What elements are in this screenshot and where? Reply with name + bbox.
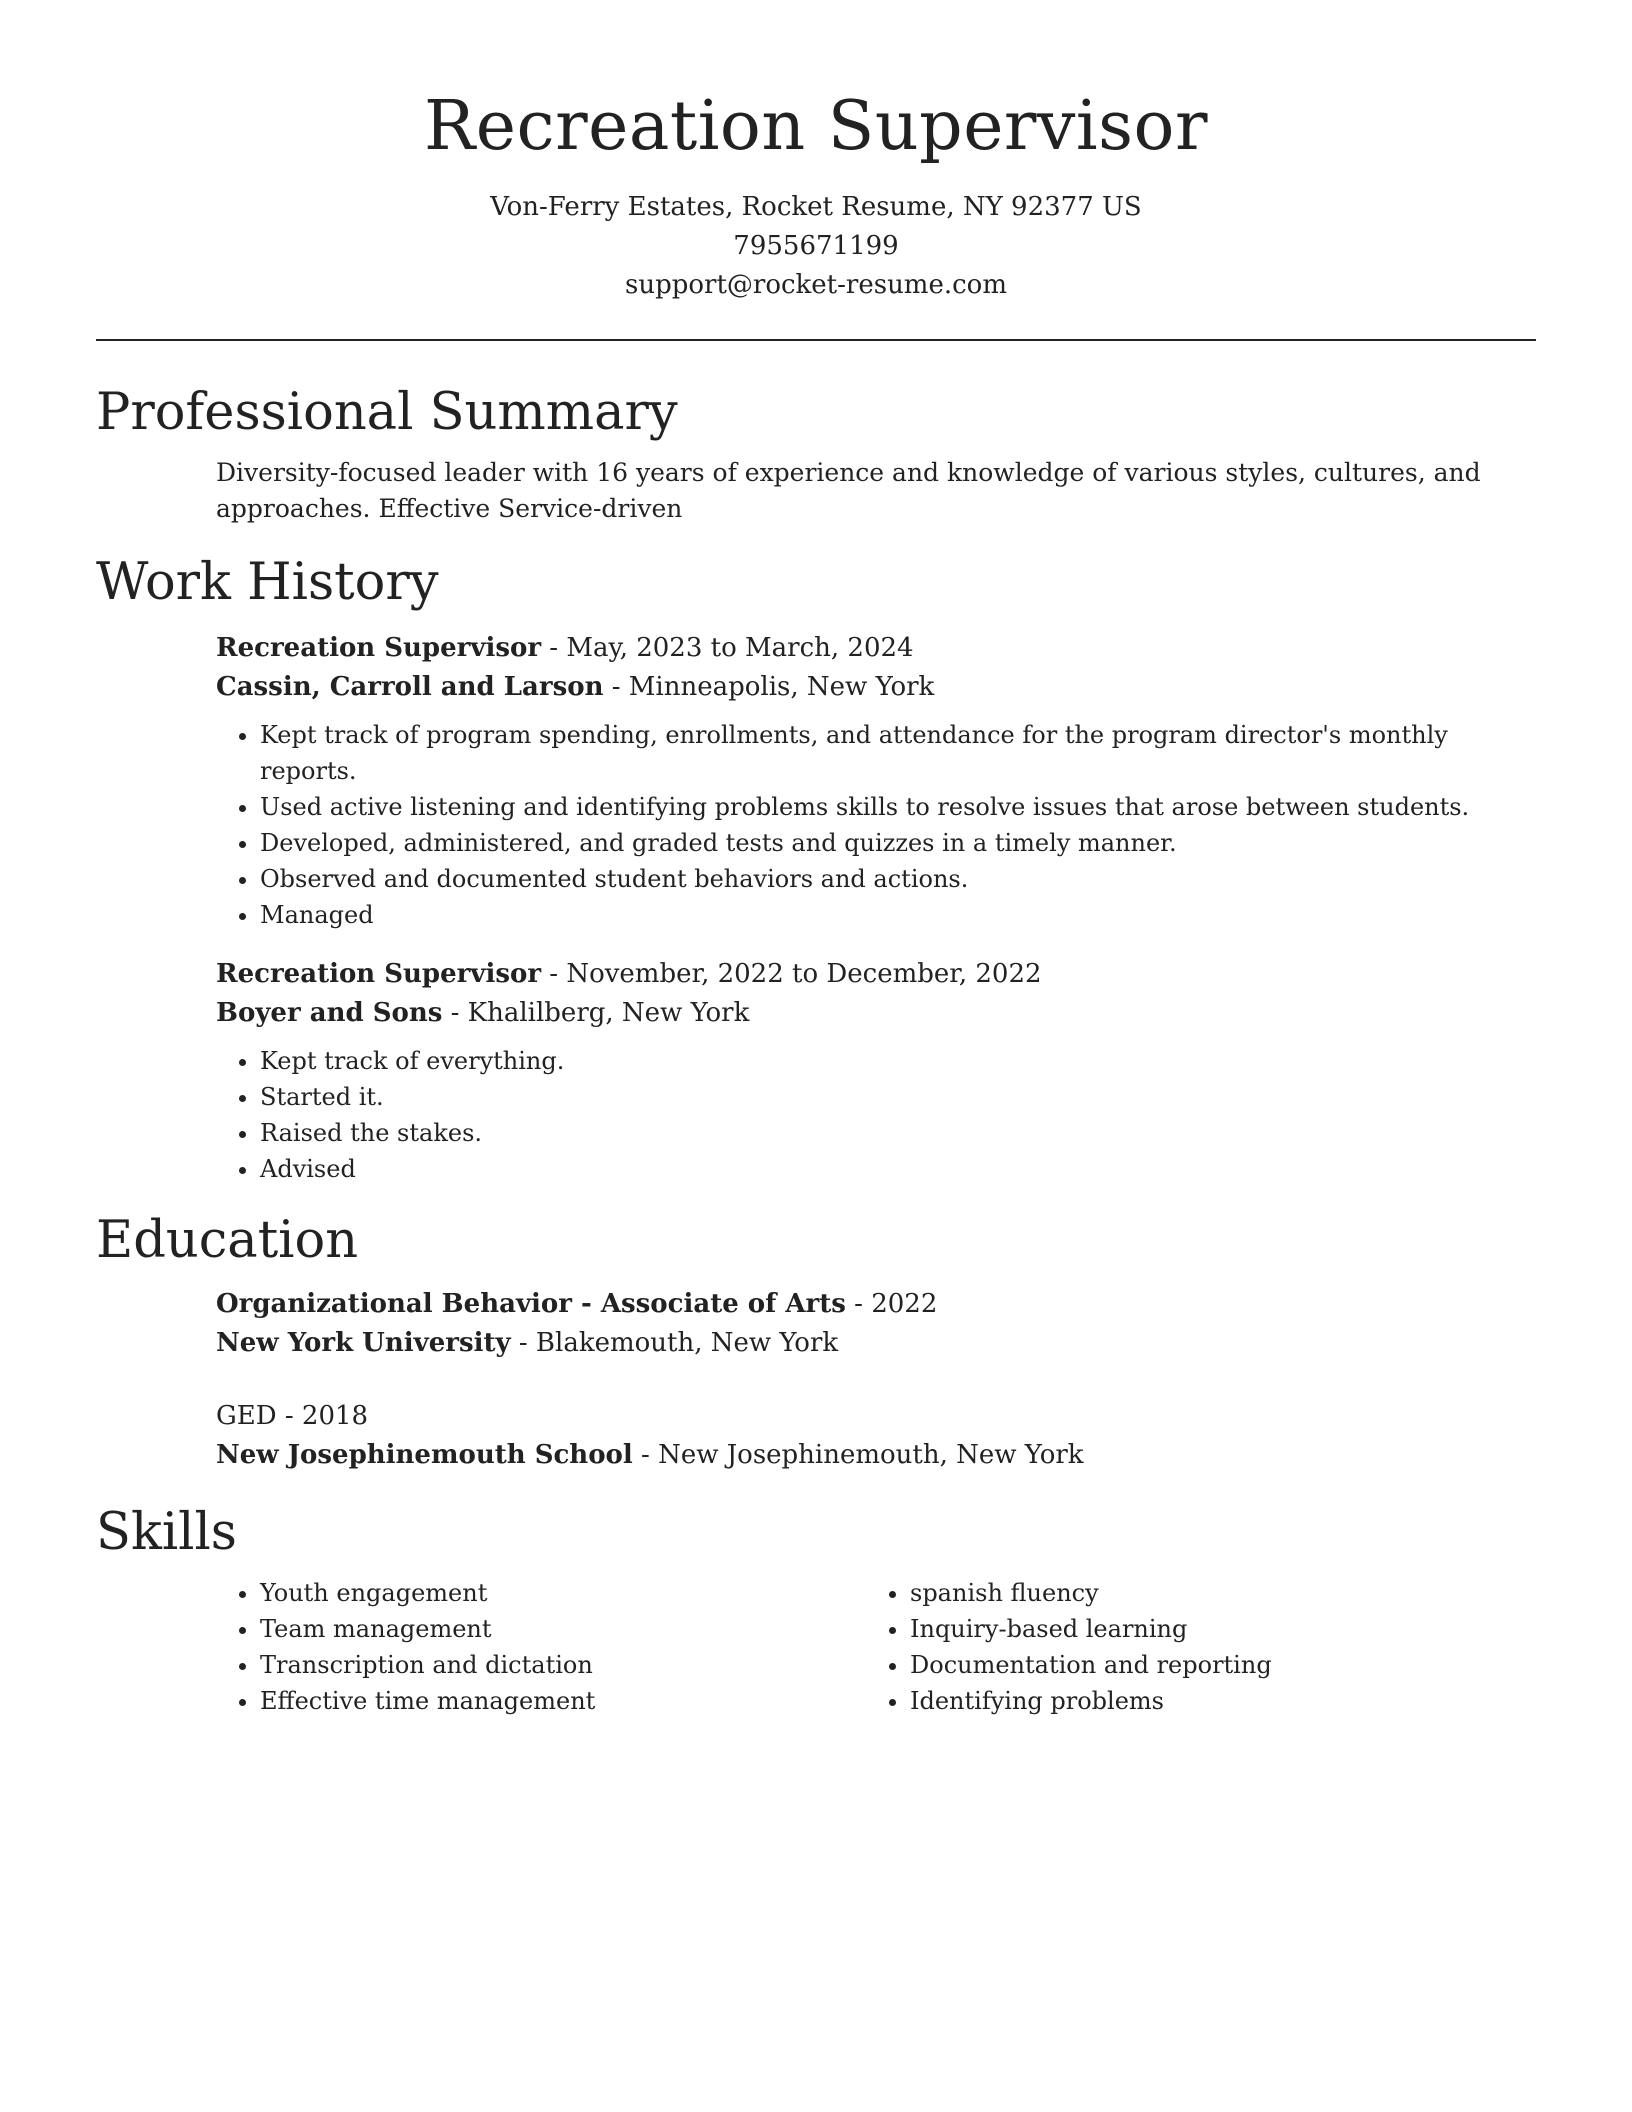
job-dates: - May, 2023 to March, 2024 xyxy=(541,633,914,663)
skill-item: • spanish fluency xyxy=(910,1575,1516,1611)
skill-item: • Transcription and dictation xyxy=(260,1647,866,1683)
job-dates: - November, 2022 to December, 2022 xyxy=(541,959,1042,989)
job-duty: • Managed xyxy=(260,897,1536,933)
job-company-line xyxy=(216,994,1536,1033)
section-title-skills: Skills xyxy=(96,1503,237,1562)
header-divider xyxy=(96,339,1536,341)
education-degree: Organizational Behavior - Associate of Arts xyxy=(216,1289,846,1319)
job-duty: • Advised xyxy=(260,1151,1536,1187)
summary-text: Diversity-focused leader with 16 years of experience and knowledge of various styles, cultures, and approaches. Effective Service-driven xyxy=(216,458,1481,523)
education-school-line xyxy=(216,1324,1536,1363)
education-degree-line xyxy=(216,1397,1536,1436)
skills xyxy=(96,1575,1536,1719)
skill-item: • Team management xyxy=(260,1611,866,1647)
skill-item: • Documentation and reporting xyxy=(910,1647,1516,1683)
job-entry xyxy=(216,629,1536,933)
education-year: - 2018 xyxy=(276,1401,369,1431)
education xyxy=(96,1285,1536,1475)
section-title-education: Education xyxy=(96,1211,359,1270)
education-year: - 2022 xyxy=(845,1289,938,1319)
skill-item: • Effective time management xyxy=(260,1683,866,1719)
job-company: Boyer and Sons xyxy=(216,998,443,1028)
job-location: - Khalilberg, New York xyxy=(442,998,750,1028)
job-company: Cassin, Carroll and Larson xyxy=(216,672,604,702)
skills-columns xyxy=(216,1575,1536,1719)
job-location: - Minneapolis, New York xyxy=(603,672,935,702)
job-duty: • Kept track of everything. xyxy=(260,1043,1536,1079)
education-location: - Blakemouth, New York xyxy=(510,1328,839,1358)
job-duties xyxy=(216,1043,1536,1187)
phone: 7955671199 xyxy=(733,231,899,261)
job-entry xyxy=(216,955,1536,1187)
skill-item: • Youth engagement xyxy=(260,1575,866,1611)
education-school-line xyxy=(216,1436,1536,1475)
skill-item: • Identifying problems xyxy=(910,1683,1516,1719)
education-location: - New Josephinemouth, New York xyxy=(632,1440,1084,1470)
section-title-summary: Professional Summary xyxy=(96,383,678,442)
skill-item: • Inquiry-based learning xyxy=(910,1611,1516,1647)
job-role-line xyxy=(216,629,1536,668)
job-duty: • Raised the stakes. xyxy=(260,1115,1536,1151)
job-company-line xyxy=(216,668,1536,707)
job-role: Recreation Supervisor xyxy=(216,633,542,663)
skills-column-left xyxy=(216,1575,866,1719)
job-duty: • Developed, administered, and graded tests and quizzes in a timely manner. xyxy=(260,825,1536,861)
job-role-line xyxy=(216,955,1536,994)
resume-header xyxy=(96,0,1536,305)
education-school: New Josephinemouth School xyxy=(216,1440,633,1470)
job-duty: • Kept track of program spending, enrollments, and attendance for the program director's monthly reports. xyxy=(260,717,1536,789)
email: support@rocket-resume.com xyxy=(624,270,1007,300)
skills-column-right xyxy=(866,1575,1516,1719)
skills-list xyxy=(216,1575,866,1719)
job-duties xyxy=(216,717,1536,933)
education-school: New York University xyxy=(216,1328,511,1358)
job-duty: • Observed and documented student behaviors and actions. xyxy=(260,861,1536,897)
skills-list xyxy=(866,1575,1516,1719)
education-degree: GED xyxy=(216,1401,277,1431)
candidate-name: Recreation Supervisor xyxy=(424,87,1208,166)
education-entry xyxy=(216,1285,1536,1363)
job-duty: • Started it. xyxy=(260,1079,1536,1115)
education-entry xyxy=(216,1397,1536,1475)
address: Von-Ferry Estates, Rocket Resume, NY 92377 US xyxy=(490,192,1142,222)
work-history xyxy=(96,629,1536,1187)
contact-info xyxy=(96,188,1536,305)
job-role: Recreation Supervisor xyxy=(216,959,542,989)
job-duty: • Used active listening and identifying problems skills to resolve issues that arose between students. xyxy=(260,789,1536,825)
section-title-work-history: Work History xyxy=(96,553,439,612)
education-degree-line xyxy=(216,1285,1536,1324)
